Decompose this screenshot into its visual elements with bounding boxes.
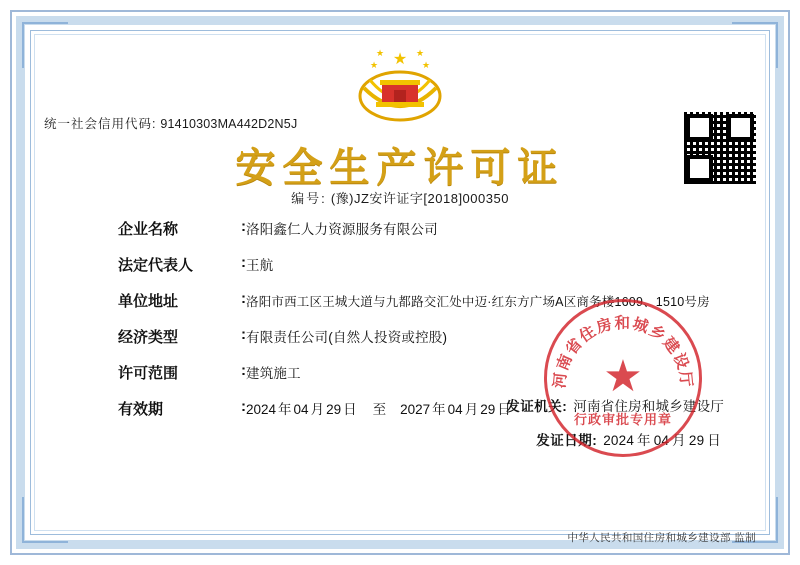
year-unit: 年 [432,402,446,417]
seal-bottom-text: 行政审批专用章 [573,412,672,427]
field-label-text: 许可范围 [118,365,179,382]
validity-end-month: 04 [447,402,463,417]
month-unit: 月 [672,433,686,448]
field-colon: : [241,254,246,271]
svg-text:★: ★ [375,48,385,58]
svg-text:★: ★ [369,60,379,70]
field-colon: : [241,290,246,307]
year-unit: 年 [278,402,292,417]
svg-text:★: ★ [392,51,408,68]
field-value-economic-type: 有限责任公司(自然人投资或控股) [246,330,448,345]
issuer-date-row [506,429,724,449]
field-label-company-name [118,218,246,239]
credit-code [44,114,297,132]
field-colon: : [241,218,246,235]
page-title: 安全生产许可证 [235,145,565,190]
field-row-legal-representative [118,254,720,275]
field-label-economic-type [118,326,246,347]
month-unit: 月 [310,402,325,417]
validity-start-year: 2024 [246,402,277,417]
day-unit: 日 [497,402,511,417]
day-unit: 日 [707,433,721,448]
certificate-content [40,36,760,544]
validity-start-date [246,398,359,418]
field-value-company-name: 洛阳鑫仁人力资源服务有限公司 [246,222,438,237]
national-emblem-icon [354,38,446,126]
year-unit: 年 [637,433,651,448]
issuer-date-month: 04 [653,433,670,448]
svg-text:★: ★ [415,48,425,58]
serial-number [40,188,760,207]
seal-star-icon: ★ [603,352,643,402]
field-value-permit-scope: 建筑施工 [246,366,301,381]
svg-text:★: ★ [421,60,431,70]
validity-separator: 至 [372,402,387,417]
validity-end-day: 29 [480,402,496,417]
field-label-text: 经济类型 [118,329,179,346]
day-unit: 日 [343,402,357,417]
issuer-date-value [603,429,724,449]
seal-arc-label: 河南省住房和城乡建设厅 [551,315,695,390]
serial-value: (豫)JZ安许证字[2018]000350 [330,191,509,206]
field-value-address: 洛阳市西工区王城大道与九都路交汇处中迈·红东方广场A区商务楼1609、1510号房 [246,295,710,309]
validity-end-year: 2027 [400,402,431,417]
field-colon: : [241,362,246,379]
field-label-address [118,290,246,311]
field-row-company-name [118,218,720,239]
issuer-date-year: 2024 [603,433,635,448]
issuer-authority-value: 河南省住房和城乡建设厅 [573,399,724,414]
serial-label: 编号: [291,191,327,206]
field-label-text: 企业名称 [118,221,179,238]
issuer-authority-label: 发证机关: [506,399,568,414]
issuer-authority-row [506,395,724,415]
field-row-address [118,290,720,311]
field-value-legal-representative: 王航 [246,258,274,273]
validity-start-day: 29 [326,402,342,417]
field-label-text: 法定代表人 [118,257,194,274]
validity-end-date [400,398,513,418]
field-colon: : [241,326,246,343]
field-label-text: 单位地址 [118,293,179,310]
field-colon: : [241,398,246,415]
field-value-validity [246,398,513,418]
credit-code-value: 91410303MA442D2N5J [160,117,298,131]
issuer-date-label: 发证日期: [536,433,598,448]
credit-code-label: 统一社会信用代码: [44,117,157,131]
field-label-permit-scope [118,362,246,383]
field-label-validity [118,398,246,419]
issuer-block [506,395,724,463]
field-label-text: 有效期 [118,401,164,418]
issuer-date-day: 29 [688,433,705,448]
field-row-economic-type [118,326,720,347]
validity-start-month: 04 [293,402,309,417]
footer-note: 中华人民共和国住房和城乡建设部 监制 [567,532,756,544]
month-unit: 月 [464,402,479,417]
field-label-legal-representative [118,254,246,275]
field-row-permit-scope [118,362,720,383]
